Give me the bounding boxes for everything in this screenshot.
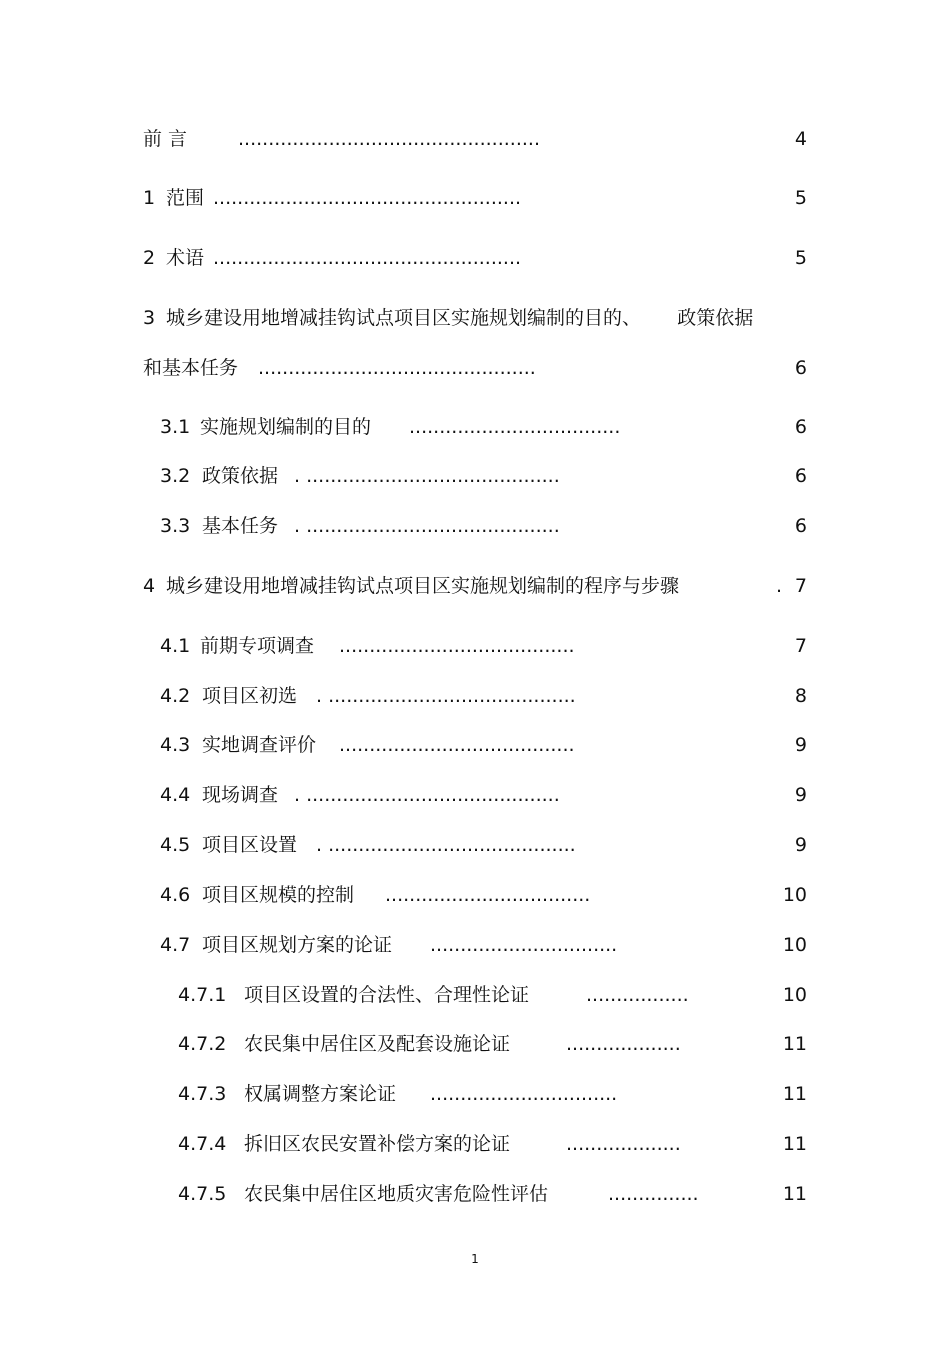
toc-entry-dots: ................................... bbox=[409, 416, 621, 438]
toc-entry-page: 10 bbox=[782, 884, 807, 906]
toc-entry-title: 实地调查评价 bbox=[202, 734, 317, 756]
toc-entry-number: 4.1 bbox=[160, 635, 191, 657]
toc-entry-number: 4.3 bbox=[160, 734, 191, 756]
toc-entry-number: 3.2 bbox=[160, 465, 191, 487]
toc-entry-title: 项目区设置的合法性、合理性论证 bbox=[244, 984, 530, 1006]
toc-entry-number: 4.2 bbox=[160, 685, 191, 707]
toc-entry-number: 3 bbox=[143, 307, 156, 329]
toc-entry-dots: . .......................................... bbox=[294, 465, 560, 487]
toc-entry-page: 6 bbox=[794, 465, 807, 487]
toc-entry-number: 4.4 bbox=[160, 784, 191, 806]
toc-entry-page: 6 bbox=[794, 515, 807, 537]
toc-entry-dots: . ......................................... bbox=[316, 685, 576, 707]
toc-entry-page: 4 bbox=[794, 128, 807, 150]
toc-entry-title: 项目区规模的控制 bbox=[202, 884, 355, 906]
toc-entry-title: 前期专项调查 bbox=[200, 635, 315, 657]
toc-entry-title: 城乡建设用地增减挂钩试点项目区实施规划编制的程序与步骤 bbox=[166, 575, 680, 597]
toc-entry[interactable] bbox=[0, 1029, 950, 1059]
toc-entry-continuation[interactable] bbox=[0, 353, 950, 383]
toc-entry-page: 5 bbox=[794, 247, 807, 269]
toc-entry-dots: .............................................. bbox=[258, 357, 536, 379]
toc-entry-number: 3.3 bbox=[160, 515, 191, 537]
toc-entry[interactable] bbox=[0, 1129, 950, 1159]
toc-entry-dots: ................... bbox=[566, 1033, 681, 1055]
toc-entry-number: 4.5 bbox=[160, 834, 191, 856]
toc-entry-dots: . .......................................... bbox=[294, 515, 560, 537]
toc-entry[interactable] bbox=[0, 1079, 950, 1109]
toc-entry[interactable] bbox=[0, 124, 950, 154]
toc-entry-title: 城乡建设用地增减挂钩试点项目区实施规划编制的目的、 政策依据 bbox=[166, 307, 754, 329]
toc-entry-title: 农民集中居住区及配套设施论证 bbox=[244, 1033, 511, 1055]
toc-entry-number: 4.7.5 bbox=[178, 1183, 227, 1205]
toc-entry[interactable] bbox=[0, 412, 950, 442]
toc-entry-dots: ....................................... bbox=[339, 635, 575, 657]
toc-entry-page: 10 bbox=[782, 984, 807, 1006]
toc-entry[interactable] bbox=[0, 461, 950, 491]
toc-entry-number: 4 bbox=[143, 575, 156, 597]
toc-entry[interactable] bbox=[0, 880, 950, 910]
toc-entry-dots: . bbox=[776, 575, 783, 597]
toc-entry-number: 1 bbox=[143, 187, 156, 209]
toc-entry-title: 和基本任务 bbox=[143, 357, 239, 379]
toc-entry-page: 11 bbox=[782, 1033, 807, 1055]
toc-entry-title: 政策依据 bbox=[202, 465, 279, 487]
toc-entry[interactable] bbox=[0, 830, 950, 860]
toc-entry-title: 基本任务 bbox=[202, 515, 279, 537]
toc-entry-title: 现场调查 bbox=[202, 784, 279, 806]
toc-entry-title: 实施规划编制的目的 bbox=[200, 416, 372, 438]
page-number: 1 bbox=[471, 1252, 479, 1266]
toc-entry-page: 11 bbox=[782, 1083, 807, 1105]
toc-entry-page: 5 bbox=[794, 187, 807, 209]
toc-entry-title: 术语 bbox=[166, 247, 205, 269]
toc-entry[interactable] bbox=[0, 1179, 950, 1209]
toc-entry-number: 2 bbox=[143, 247, 156, 269]
toc-entry[interactable] bbox=[0, 303, 950, 333]
toc-entry-page: 9 bbox=[794, 784, 807, 806]
toc-entry-dots: ................................................... bbox=[213, 187, 522, 209]
toc-entry[interactable] bbox=[0, 930, 950, 960]
toc-entry-page: 7 bbox=[794, 575, 807, 597]
toc-entry-title: 农民集中居住区地质灾害危险性评估 bbox=[244, 1183, 549, 1205]
toc-entry-dots: . .......................................... bbox=[294, 784, 560, 806]
toc-entry-page: 10 bbox=[782, 934, 807, 956]
toc-entry-dots: ....................................... bbox=[339, 734, 575, 756]
toc-entry-title: 范围 bbox=[166, 187, 205, 209]
toc-entry-dots: ............................... bbox=[430, 934, 618, 956]
toc-entry-dots: ............................... bbox=[430, 1083, 618, 1105]
toc-entry-dots: . ......................................... bbox=[316, 834, 576, 856]
toc-entry-number: 4.7.4 bbox=[178, 1133, 227, 1155]
toc-entry-number: 4.7.2 bbox=[178, 1033, 227, 1055]
toc-entry-page: 7 bbox=[794, 635, 807, 657]
toc-entry[interactable] bbox=[0, 571, 950, 601]
toc-entry-page: 11 bbox=[782, 1133, 807, 1155]
toc-entry[interactable] bbox=[0, 780, 950, 810]
toc-entry[interactable] bbox=[0, 730, 950, 760]
toc-entry-dots: ................... bbox=[566, 1133, 681, 1155]
toc-entry-dots: .................................. bbox=[385, 884, 591, 906]
toc-entry-dots: ................................................... bbox=[213, 247, 522, 269]
toc-entry[interactable] bbox=[0, 243, 950, 273]
toc-entry-title: 项目区初选 bbox=[202, 685, 298, 707]
toc-entry-dots: ............... bbox=[608, 1183, 699, 1205]
toc-entry[interactable] bbox=[0, 631, 950, 661]
toc-entry-title: 前 言 bbox=[143, 128, 188, 150]
toc-entry-number: 4.7.3 bbox=[178, 1083, 227, 1105]
toc-entry-page: 8 bbox=[794, 685, 807, 707]
toc-entry-dots: .................................................. bbox=[238, 128, 540, 150]
toc-entry-page: 6 bbox=[794, 357, 807, 379]
toc-entry-number: 4.6 bbox=[160, 884, 191, 906]
toc-entry-page: 6 bbox=[794, 416, 807, 438]
toc-entry[interactable] bbox=[0, 980, 950, 1010]
toc-entry-dots: ................. bbox=[586, 984, 689, 1006]
toc-entry-title: 项目区规划方案的论证 bbox=[202, 934, 393, 956]
toc-entry-title: 项目区设置 bbox=[202, 834, 298, 856]
toc-entry[interactable] bbox=[0, 511, 950, 541]
toc-entry-title: 权属调整方案论证 bbox=[244, 1083, 397, 1105]
toc-entry-page: 9 bbox=[794, 734, 807, 756]
toc-entry[interactable] bbox=[0, 183, 950, 213]
toc-entry[interactable] bbox=[0, 681, 950, 711]
toc-entry-number: 3.1 bbox=[160, 416, 191, 438]
toc-entry-page: 11 bbox=[782, 1183, 807, 1205]
toc-entry-page: 9 bbox=[794, 834, 807, 856]
toc-entry-number: 4.7.1 bbox=[178, 984, 227, 1006]
toc-entry-title: 拆旧区农民安置补偿方案的论证 bbox=[244, 1133, 511, 1155]
toc-entry-number: 4.7 bbox=[160, 934, 191, 956]
